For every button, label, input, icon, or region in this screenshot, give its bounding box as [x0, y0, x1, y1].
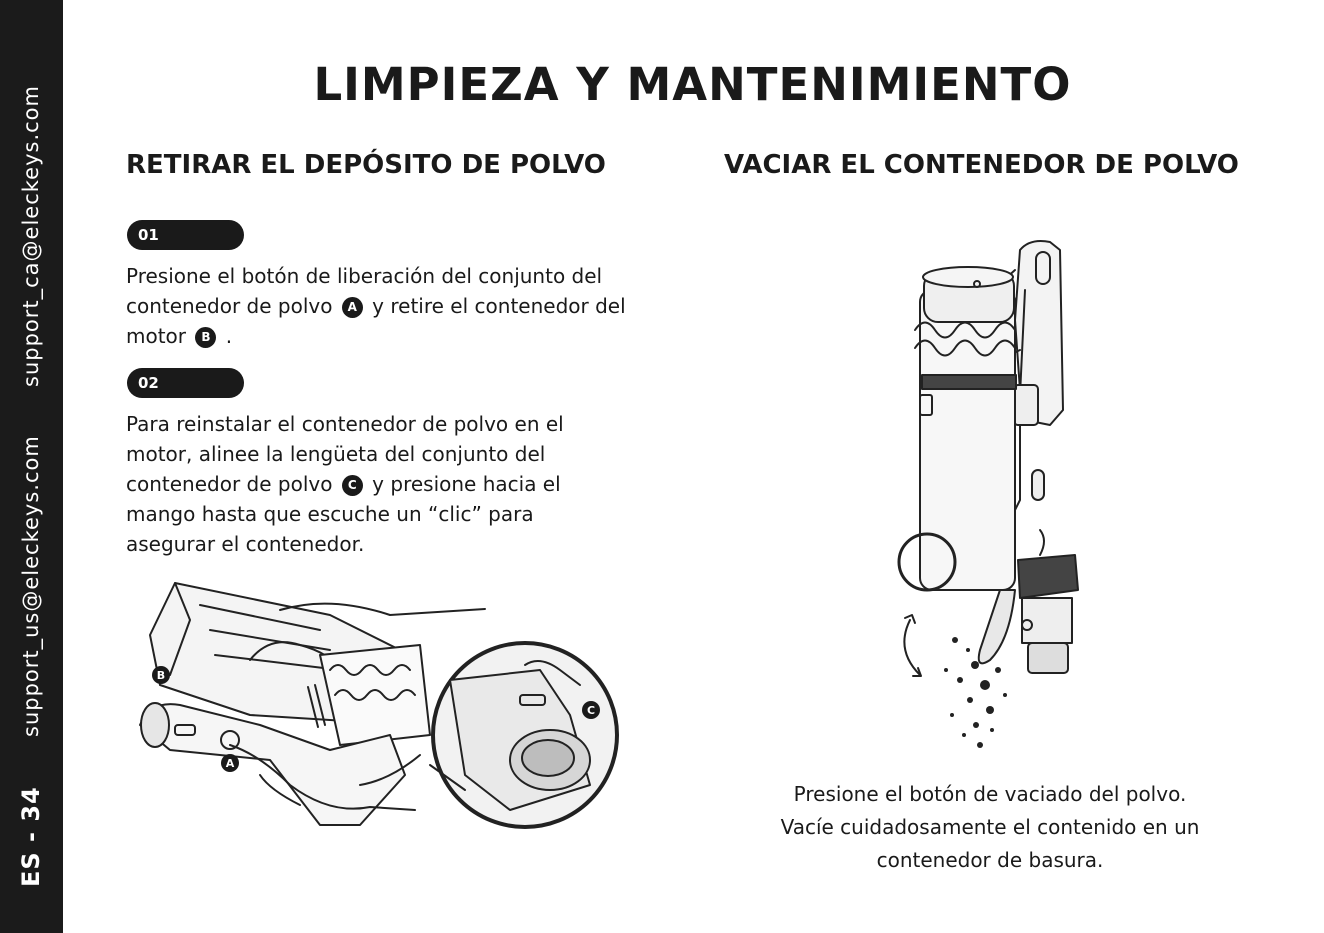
page-title: LIMPIEZA Y MANTENIMIENTO — [313, 58, 1072, 111]
sidebar — [0, 0, 63, 933]
step-2-text — [126, 409, 626, 559]
support-email-us: support_us@eleckeys.com — [19, 435, 43, 737]
step-2-number: 02 — [138, 374, 159, 392]
support-email-ca: support_ca@eleckeys.com — [19, 85, 43, 387]
page-number: ES - 34 — [17, 786, 45, 887]
step-1-text-c: . — [219, 324, 233, 348]
step-2-pill — [127, 368, 244, 398]
step-2-text-a: Para reinstalar el contenedor de polvo en el motor, alinee la lengüeta del conjunto del contenedor de polvo — [126, 412, 564, 496]
caption-line-3: contenedor de basura. — [876, 848, 1104, 872]
section-title-remove-bin: RETIRAR EL DEPÓSITO DE POLVO — [126, 150, 606, 180]
step-2-text-b: y presione hacia el mango hasta que escuche un “clic” para asegurar el contenedor. — [126, 472, 561, 556]
step-1-pill — [127, 220, 244, 250]
step-1-text — [126, 261, 626, 351]
caption-line-1: Presione el botón de vaciado del polvo. — [793, 782, 1187, 806]
section-title-empty-bin: VACIAR EL CONTENEDOR DE POLVO — [724, 150, 1239, 180]
step-1-number: 01 — [138, 226, 159, 244]
step-1-text-b: y retire el contenedor del motor — [126, 294, 626, 348]
illustration-label-b: B — [156, 669, 166, 682]
illustration-label-c: C — [586, 704, 596, 717]
step-1-text-a: Presione el botón de liberación del conjunto del contenedor de polvo — [126, 264, 603, 318]
badge-a: A — [342, 297, 363, 318]
caption-line-2: Vacíe cuidadosamente el contenido en un — [780, 815, 1200, 839]
empty-bin-illustration — [880, 230, 1090, 760]
illustration-label-a: A — [225, 757, 235, 770]
empty-bin-caption — [740, 778, 1240, 877]
remove-bin-illustration — [130, 575, 630, 875]
badge-c: C — [342, 475, 363, 496]
badge-b: B — [195, 327, 216, 348]
